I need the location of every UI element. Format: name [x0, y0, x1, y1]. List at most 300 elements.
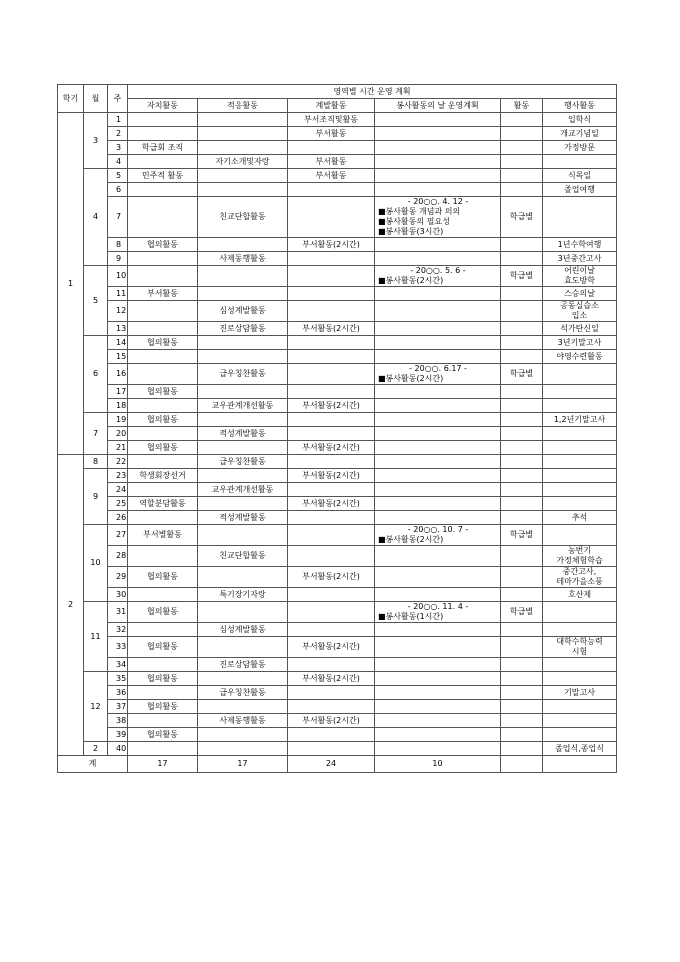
develop-cell: 부서활동(2시간)	[288, 714, 375, 728]
service-item-line: ■봉사활동(2시간)	[378, 535, 444, 544]
activity-cell	[501, 252, 543, 266]
service-plan-cell	[375, 155, 501, 169]
adapt-cell: 심성계발활동	[198, 301, 288, 322]
adapt-cell	[198, 141, 288, 155]
self-govern-cell	[128, 742, 198, 756]
table-row	[58, 155, 617, 169]
week-cell: 4	[108, 155, 128, 169]
activity-cell: 학급별	[501, 197, 543, 238]
activity-cell	[501, 672, 543, 686]
adapt-cell	[198, 169, 288, 183]
service-plan-cell	[375, 511, 501, 525]
activity-cell	[501, 469, 543, 483]
develop-cell	[288, 546, 375, 567]
week-cell: 7	[108, 197, 128, 238]
adapt-cell: 교우관계개선활동	[198, 483, 288, 497]
activity-cell	[501, 399, 543, 413]
adapt-cell: 적성계발활동	[198, 427, 288, 441]
self-govern-cell: 학생회장선거	[128, 469, 198, 483]
week-cell: 14	[108, 336, 128, 350]
service-plan-cell	[375, 567, 501, 588]
event-cell: 3년기말고사	[543, 336, 617, 350]
week-cell: 31	[108, 602, 128, 623]
service-date-line: - 20○○. 10. 7 -	[407, 525, 469, 534]
adapt-cell	[198, 728, 288, 742]
develop-cell	[288, 602, 375, 623]
table-row	[58, 742, 617, 756]
table-row	[58, 686, 617, 700]
service-plan-cell	[375, 455, 501, 469]
event-cell: 호산제	[543, 588, 617, 602]
table-row	[58, 637, 617, 658]
adapt-cell	[198, 287, 288, 301]
total-empty-cell	[501, 756, 543, 773]
event-cell: 1,2년기말고사	[543, 413, 617, 427]
self-govern-cell: 협의활동	[128, 672, 198, 686]
activity-cell	[501, 301, 543, 322]
week-cell: 19	[108, 413, 128, 427]
event-cell	[543, 469, 617, 483]
activity-cell	[501, 441, 543, 455]
table-row	[58, 525, 617, 546]
service-plan-cell	[375, 364, 501, 385]
table-row	[58, 511, 617, 525]
develop-cell	[288, 364, 375, 385]
service-plan-cell	[375, 546, 501, 567]
week-cell: 8	[108, 238, 128, 252]
week-cell: 25	[108, 497, 128, 511]
week-cell: 39	[108, 728, 128, 742]
service-plan-cell	[375, 385, 501, 399]
table-row	[58, 623, 617, 637]
service-plan-cell	[375, 413, 501, 427]
event-cell: 1년수학여행	[543, 238, 617, 252]
self-govern-cell: 협의활동	[128, 728, 198, 742]
activity-cell	[501, 728, 543, 742]
week-cell: 37	[108, 700, 128, 714]
service-date-line: - 20○○. 5. 6 -	[410, 266, 466, 275]
self-govern-cell	[128, 252, 198, 266]
event-cell: 추석	[543, 511, 617, 525]
header-week: 주	[108, 85, 128, 113]
event-cell: 스승의날	[543, 287, 617, 301]
event-cell	[543, 700, 617, 714]
week-cell: 18	[108, 399, 128, 413]
week-cell: 27	[108, 525, 128, 546]
total-d-cell: 10	[375, 756, 501, 773]
service-plan-cell	[375, 483, 501, 497]
week-cell: 28	[108, 546, 128, 567]
adapt-cell	[198, 525, 288, 546]
adapt-cell	[198, 602, 288, 623]
activity-cell	[501, 511, 543, 525]
develop-cell	[288, 301, 375, 322]
event-cell: 중간고사, 테마가을소풍	[543, 567, 617, 588]
header-row-1	[58, 85, 617, 99]
service-plan-cell	[375, 728, 501, 742]
table-row	[58, 700, 617, 714]
table-row	[58, 336, 617, 350]
develop-cell	[288, 700, 375, 714]
service-plan-cell	[375, 469, 501, 483]
table-row	[58, 252, 617, 266]
develop-cell	[288, 197, 375, 238]
activity-cell	[501, 350, 543, 364]
develop-cell: 부서활동(2시간)	[288, 238, 375, 252]
activity-cell	[501, 336, 543, 350]
service-item-line: ■봉사활동(3시간)	[378, 227, 444, 236]
event-cell: 입학식	[543, 113, 617, 127]
activity-cell	[501, 322, 543, 336]
table-row	[58, 427, 617, 441]
develop-cell	[288, 266, 375, 287]
table-row	[58, 266, 617, 287]
adapt-cell: 특기장기자랑	[198, 588, 288, 602]
service-plan-cell	[375, 672, 501, 686]
service-plan-cell	[375, 588, 501, 602]
service-plan-cell	[375, 266, 501, 287]
activity-cell	[501, 686, 543, 700]
develop-cell: 부서활동	[288, 127, 375, 141]
month-cell: 3	[84, 113, 108, 169]
event-cell	[543, 364, 617, 385]
develop-cell: 부서활동(2시간)	[288, 441, 375, 455]
week-cell: 11	[108, 287, 128, 301]
table-row	[58, 350, 617, 364]
activity-cell	[501, 183, 543, 197]
service-item-line: ■봉사활동(2시간)	[378, 374, 444, 383]
table-row	[58, 399, 617, 413]
week-cell: 36	[108, 686, 128, 700]
service-plan-cell	[375, 350, 501, 364]
service-plan-cell	[375, 287, 501, 301]
adapt-cell	[198, 183, 288, 197]
develop-cell	[288, 742, 375, 756]
adapt-cell	[198, 266, 288, 287]
develop-cell	[288, 287, 375, 301]
self-govern-cell	[128, 155, 198, 169]
activity-cell	[501, 141, 543, 155]
self-govern-cell: 협의활동	[128, 385, 198, 399]
self-govern-cell	[128, 427, 198, 441]
event-cell: 어린이날 효도방학	[543, 266, 617, 287]
week-cell: 13	[108, 322, 128, 336]
table-row	[58, 672, 617, 686]
develop-cell: 부서활동(2시간)	[288, 399, 375, 413]
self-govern-cell: 민주적 활동	[128, 169, 198, 183]
event-cell	[543, 399, 617, 413]
header-col-service: 봉사활동의 날 운영계획	[375, 99, 501, 113]
event-cell: 졸업여행	[543, 183, 617, 197]
total-empty-cell	[543, 756, 617, 773]
table-row	[58, 127, 617, 141]
week-cell: 12	[108, 301, 128, 322]
service-plan-cell	[375, 623, 501, 637]
week-cell: 16	[108, 364, 128, 385]
week-cell: 10	[108, 266, 128, 287]
adapt-cell	[198, 700, 288, 714]
week-cell: 38	[108, 714, 128, 728]
develop-cell: 부서활동(2시간)	[288, 567, 375, 588]
self-govern-cell: 협의활동	[128, 413, 198, 427]
table-row	[58, 567, 617, 588]
activity-cell	[501, 483, 543, 497]
self-govern-cell	[128, 658, 198, 672]
service-plan-cell	[375, 197, 501, 238]
activity-cell	[501, 700, 543, 714]
event-cell: 농번기 가정체험학습	[543, 546, 617, 567]
event-cell: 기말고사	[543, 686, 617, 700]
self-govern-cell	[128, 399, 198, 413]
develop-cell	[288, 336, 375, 350]
table-body	[58, 85, 617, 773]
table-row	[58, 483, 617, 497]
month-cell: 11	[84, 602, 108, 672]
develop-cell	[288, 588, 375, 602]
adapt-cell: 급우칭찬활동	[198, 455, 288, 469]
service-plan-cell	[375, 525, 501, 546]
total-b-cell: 17	[198, 756, 288, 773]
event-cell	[543, 385, 617, 399]
month-cell: 10	[84, 525, 108, 602]
self-govern-cell	[128, 511, 198, 525]
service-plan-cell	[375, 602, 501, 623]
week-cell: 40	[108, 742, 128, 756]
develop-cell: 부서조직및활동	[288, 113, 375, 127]
table-row	[58, 728, 617, 742]
activity-cell	[501, 113, 543, 127]
service-plan-cell	[375, 141, 501, 155]
service-plan-cell	[375, 113, 501, 127]
header-row-2	[58, 99, 617, 113]
table-row	[58, 497, 617, 511]
header-col-event: 행사활동	[543, 99, 617, 113]
adapt-cell	[198, 742, 288, 756]
activity-cell	[501, 169, 543, 183]
month-cell: 6	[84, 336, 108, 413]
month-cell: 5	[84, 266, 108, 336]
table-row	[58, 455, 617, 469]
month-cell: 8	[84, 455, 108, 469]
service-date-line: - 20○○. 11. 4 -	[407, 602, 469, 611]
header-col-adapt: 적응활동	[198, 99, 288, 113]
week-cell: 23	[108, 469, 128, 483]
event-cell: 가정방문	[543, 141, 617, 155]
adapt-cell	[198, 238, 288, 252]
event-cell: 졸업식,종업식	[543, 742, 617, 756]
self-govern-cell	[128, 546, 198, 567]
week-cell: 29	[108, 567, 128, 588]
adapt-cell	[198, 350, 288, 364]
event-cell	[543, 497, 617, 511]
activity-plan-table	[57, 84, 617, 773]
service-plan-cell	[375, 301, 501, 322]
week-cell: 35	[108, 672, 128, 686]
adapt-cell: 급우칭찬활동	[198, 364, 288, 385]
table-row	[58, 197, 617, 238]
week-cell: 2	[108, 127, 128, 141]
table-row	[58, 141, 617, 155]
adapt-cell	[198, 385, 288, 399]
event-cell: 3년중간고사	[543, 252, 617, 266]
service-plan-cell	[375, 497, 501, 511]
event-cell	[543, 483, 617, 497]
event-cell	[543, 427, 617, 441]
week-cell: 6	[108, 183, 128, 197]
header-col-develop: 계발활동	[288, 99, 375, 113]
adapt-cell: 자기소개및자랑	[198, 155, 288, 169]
service-date-line: - 20○○. 4. 12 -	[407, 197, 469, 206]
adapt-cell	[198, 441, 288, 455]
event-cell	[543, 455, 617, 469]
activity-cell	[501, 287, 543, 301]
service-plan-cell	[375, 742, 501, 756]
event-cell	[543, 602, 617, 623]
event-cell	[543, 728, 617, 742]
self-govern-cell	[128, 455, 198, 469]
develop-cell: 부서활동(2시간)	[288, 672, 375, 686]
develop-cell: 부서활동(2시간)	[288, 322, 375, 336]
week-cell: 3	[108, 141, 128, 155]
self-govern-cell	[128, 686, 198, 700]
adapt-cell	[198, 672, 288, 686]
self-govern-cell	[128, 183, 198, 197]
service-date-line: - 20○○. 6.17 -	[409, 364, 467, 373]
activity-cell	[501, 455, 543, 469]
develop-cell	[288, 623, 375, 637]
service-plan-cell	[375, 441, 501, 455]
adapt-cell: 교우관계개선활동	[198, 399, 288, 413]
semester-cell: 1	[58, 113, 84, 455]
week-cell: 33	[108, 637, 128, 658]
table-row	[58, 413, 617, 427]
adapt-cell	[198, 336, 288, 350]
service-item-line: ■봉사활동 개념과 의의	[378, 207, 461, 216]
self-govern-cell	[128, 483, 198, 497]
week-cell: 32	[108, 623, 128, 637]
develop-cell	[288, 455, 375, 469]
header-semester: 학기	[58, 85, 84, 113]
self-govern-cell: 협의활동	[128, 336, 198, 350]
table-row	[58, 714, 617, 728]
event-cell	[543, 658, 617, 672]
service-item-line: ■봉사활동의 필요성	[378, 217, 450, 226]
week-cell: 5	[108, 169, 128, 183]
develop-cell	[288, 183, 375, 197]
develop-cell	[288, 728, 375, 742]
adapt-cell: 심성계발활동	[198, 623, 288, 637]
table-row	[58, 469, 617, 483]
header-col-activity: 활동	[501, 99, 543, 113]
adapt-cell	[198, 413, 288, 427]
table-row	[58, 238, 617, 252]
self-govern-cell	[128, 197, 198, 238]
develop-cell	[288, 350, 375, 364]
activity-cell: 학급별	[501, 602, 543, 623]
adapt-cell: 진로상담활동	[198, 322, 288, 336]
total-row	[58, 756, 617, 773]
activity-cell	[501, 567, 543, 588]
develop-cell	[288, 427, 375, 441]
develop-cell	[288, 385, 375, 399]
self-govern-cell: 협의활동	[128, 567, 198, 588]
table-row	[58, 113, 617, 127]
adapt-cell	[198, 497, 288, 511]
self-govern-cell	[128, 714, 198, 728]
adapt-cell	[198, 113, 288, 127]
activity-cell: 학급별	[501, 364, 543, 385]
activity-cell	[501, 238, 543, 252]
develop-cell	[288, 141, 375, 155]
adapt-cell: 사제동행활동	[198, 714, 288, 728]
self-govern-cell: 협의활동	[128, 238, 198, 252]
develop-cell	[288, 413, 375, 427]
self-govern-cell	[128, 322, 198, 336]
month-cell: 2	[84, 742, 108, 756]
header-col-self: 자치활동	[128, 99, 198, 113]
adapt-cell	[198, 469, 288, 483]
self-govern-cell: 협의활동	[128, 637, 198, 658]
adapt-cell: 적성계발활동	[198, 511, 288, 525]
develop-cell: 부서활동	[288, 169, 375, 183]
month-cell: 12	[84, 672, 108, 742]
month-cell: 7	[84, 413, 108, 455]
month-cell: 9	[84, 469, 108, 525]
table-row	[58, 658, 617, 672]
week-cell: 22	[108, 455, 128, 469]
event-cell	[543, 623, 617, 637]
service-plan-cell	[375, 238, 501, 252]
adapt-cell: 진로상담활동	[198, 658, 288, 672]
week-cell: 21	[108, 441, 128, 455]
activity-cell	[501, 623, 543, 637]
week-cell: 1	[108, 113, 128, 127]
adapt-cell	[198, 637, 288, 658]
week-cell: 15	[108, 350, 128, 364]
week-cell: 34	[108, 658, 128, 672]
activity-cell	[501, 385, 543, 399]
header-group: 영역별 시간 운영 계획	[128, 85, 617, 99]
week-cell: 20	[108, 427, 128, 441]
event-cell: 식목일	[543, 169, 617, 183]
table-row	[58, 441, 617, 455]
event-cell: 대학수학능력 시험	[543, 637, 617, 658]
develop-cell	[288, 658, 375, 672]
event-cell	[543, 525, 617, 546]
semester-cell: 2	[58, 455, 84, 756]
service-plan-cell	[375, 700, 501, 714]
week-cell: 26	[108, 511, 128, 525]
self-govern-cell	[128, 266, 198, 287]
service-plan-cell	[375, 658, 501, 672]
activity-cell	[501, 658, 543, 672]
event-cell	[543, 714, 617, 728]
month-cell: 4	[84, 169, 108, 266]
activity-cell	[501, 742, 543, 756]
develop-cell: 부서활동	[288, 155, 375, 169]
self-govern-cell: 협의활동	[128, 602, 198, 623]
table-row	[58, 287, 617, 301]
service-plan-cell	[375, 336, 501, 350]
event-cell: 야영수련활동	[543, 350, 617, 364]
self-govern-cell	[128, 623, 198, 637]
activity-cell	[501, 413, 543, 427]
service-item-line: ■봉사활동(1시간)	[378, 612, 444, 621]
activity-cell: 학급별	[501, 525, 543, 546]
develop-cell	[288, 686, 375, 700]
table-row	[58, 588, 617, 602]
table-row	[58, 364, 617, 385]
